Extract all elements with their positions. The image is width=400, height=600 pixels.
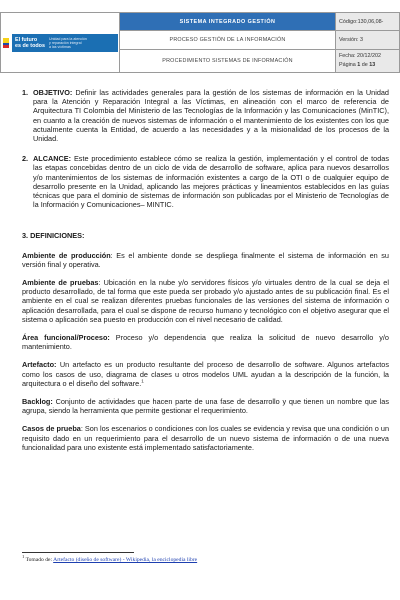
logo-box xyxy=(12,34,118,52)
alcance-number: 2. xyxy=(22,154,29,164)
procedure-cell: PROCEDIMIENTO SISTEMAS DE INFORMACIÓN xyxy=(120,50,336,73)
definition-term: Ambiente de producción xyxy=(22,250,111,260)
definition-item xyxy=(22,397,389,415)
colombia-flag-icon xyxy=(3,38,9,48)
alcance-section xyxy=(22,154,389,209)
definition-text: Un artefacto es un producto resultante del proceso de desarrollo de software. Algunos artefactos como los casos de uso, diagrama de clases u otros modelos UML ayudan a la descripción de la función, la arquitectura o el diseño del software. xyxy=(22,360,389,388)
definition-item xyxy=(22,278,389,324)
definition-term: Backlog: xyxy=(22,397,53,407)
definition-text: : Es el ambiente donde se despliega finalmente el sistema de información en su versión final y operativa. xyxy=(22,250,389,269)
system-title: SISTEMA INTEGRADO GESTIÓN xyxy=(120,13,336,31)
objetivo-text: Definir las actividades generales para la gestión de los sistemas de información en la Unidad para la Atención y Reparación Integral a las Víctimas, en alineación con el marco de referencia de Arquitectura TI Colombia del Ministerio de las Tecnologías de la Información y las Comunicaciones (MinTIC), en cuanto a la creación de nuevos sistemas de información o el mantenimiento de los existentes con los que actualmente cuenta la Entidad, de acuerdo a las necesidades y a la misionalidad de los procesos de la Unidad. xyxy=(33,88,389,144)
logo-sub-text: Unidad para la atención y reparación integral a las víctimas xyxy=(48,36,87,49)
definition-item xyxy=(22,360,389,388)
page-number: Página 1 de 13 xyxy=(339,62,376,68)
date-text: Fecha: 20/12/202 xyxy=(339,53,381,59)
definition-text: : Son los escenarios o condiciones con los cuales se evidencia y revisa que una condición o un requisito dado en un requerimiento para el desarrollo de un nuevo sistema de información o de una nueva funcionalidad para uno existente está implementado satisfactoriamente. xyxy=(22,424,389,452)
footnote-ref[interactable]: 1 xyxy=(141,378,144,384)
footnote xyxy=(22,554,198,563)
entity-logo xyxy=(1,34,119,52)
objetivo-section xyxy=(22,88,389,143)
objetivo-label: OBJETIVO: xyxy=(33,88,73,97)
document-header xyxy=(0,12,400,73)
logo-main-text: El futuro es de todos xyxy=(15,36,45,49)
definition-text: : Ubicación en la nube y/o servidores físicos y/o virtuales dentro de la cual se deja el producto desarrollado, de tal forma que este pueda ser probado y/o ajustado antes de su publicación final. Es el ambiente en el cual se realizan diferentes pruebas funcionales de las versiones del sistema de información o aplicación desarrollada, para el cual se dispone de recurso humano y tecnológico con el objetivo asegurar que el sistema o aplicación sea puesto en producción con el nivel necesario de calidad. xyxy=(22,278,389,324)
definition-item xyxy=(22,251,389,269)
code-cell: Código:130,06,08- xyxy=(336,13,400,31)
document-body xyxy=(22,88,389,461)
date-page-cell xyxy=(336,50,400,73)
definition-term: Área funcional/Proceso: xyxy=(22,333,110,343)
definiciones-heading: 3. DEFINICIONES: xyxy=(22,231,85,241)
footnote-divider xyxy=(22,552,134,553)
objetivo-number: 1. xyxy=(22,88,29,97)
footnote-number: 1 xyxy=(22,554,25,560)
definition-text: Proceso y/o dependencia que realiza la solicitud de nuevo desarrollo y/o mantenimiento. xyxy=(22,333,389,352)
definition-term: Casos de prueba xyxy=(22,424,81,434)
definition-text: Conjunto de actividades que hacen parte de una fase de desarrollo y que tienen un nombre que las agrupa, siendo la herramienta que permite gestionar el requerimiento. xyxy=(22,397,389,416)
footnote-prefix: Tomado de: xyxy=(24,557,54,563)
version-cell: Versión: 3 xyxy=(336,31,400,50)
alcance-label: ALCANCE: xyxy=(33,154,72,164)
process-cell: PROCESO GESTIÓN DE LA INFORMACIÓN xyxy=(120,31,336,50)
logo-cell xyxy=(1,13,120,73)
alcance-text: Este procedimiento establece cómo se realiza la gestión, implementación y el control de todas las etapas concebidas dentro de un ciclo de vida de desarrollo de software, aplica para nuevos desarrollos y/o mantenimientos de los sistemas de información existentes a cargo de la OTI o de cualquier equipo de desarrollo presente en la Unidad, aplicando las mejores prácticas y lineamientos establecidos en las guías técnicas que para el dominio de sistemas de información son publicadas por el Ministerio de Tecnologías de la Información y Comunicaciones– MINTIC. xyxy=(33,154,389,210)
definition-item xyxy=(22,424,389,452)
footnote-link[interactable]: Artefacto (diseño de software) - Wikipedia, la enciclopedia libre xyxy=(53,557,198,563)
definition-item xyxy=(22,333,389,351)
definition-term: Ambiente de pruebas xyxy=(22,278,99,288)
definition-term: Artefacto: xyxy=(22,360,57,370)
